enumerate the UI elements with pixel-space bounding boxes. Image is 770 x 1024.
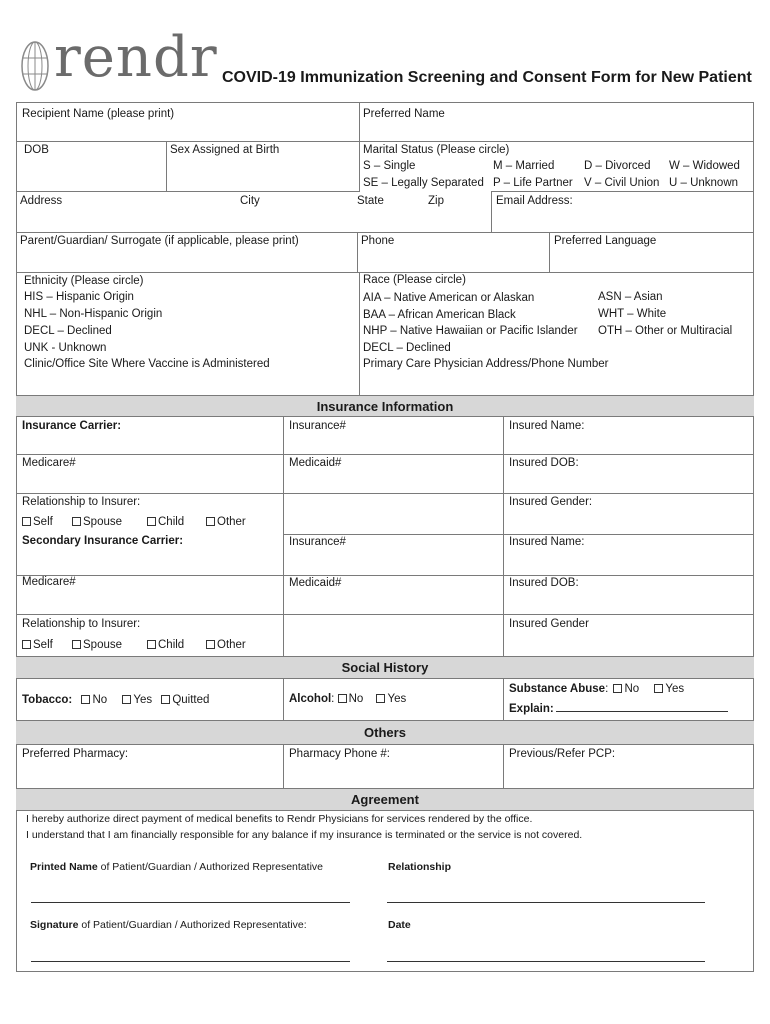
- insured-name-label[interactable]: Insured Name:: [509, 420, 585, 432]
- ethnicity-option[interactable]: HIS – Hispanic Origin: [24, 291, 134, 303]
- pharmacy-phone-label[interactable]: Pharmacy Phone #:: [289, 748, 391, 760]
- printed-name-label: Printed Name of Patient/Guardian / Authorized Representative: [30, 861, 323, 873]
- insured-dob-label[interactable]: Insured DOB:: [509, 457, 579, 469]
- checkbox-icon[interactable]: [206, 517, 215, 526]
- secondary-medicaid-label[interactable]: Medicaid#: [289, 577, 342, 589]
- city-label[interactable]: City: [240, 195, 260, 207]
- marital-option[interactable]: S – Single: [363, 160, 416, 172]
- marital-option[interactable]: W – Widowed: [669, 160, 740, 172]
- agreement-text-2: I understand that I am financially responsible for any balance if my insurance is terminated or the service is not covered.: [26, 829, 583, 841]
- secondary-insured-gender-label[interactable]: Insured Gender: [509, 618, 589, 630]
- checkbox-icon[interactable]: [22, 640, 31, 649]
- agreement-text-1: I hereby authorize direct payment of medical benefits to Rendr Physicians for services rendered by the office.: [26, 813, 533, 825]
- checkbox-icon[interactable]: [147, 517, 156, 526]
- email-label[interactable]: Email Address:: [496, 195, 573, 207]
- secondary-self-checkbox[interactable]: Self: [22, 638, 53, 652]
- sex-at-birth-label[interactable]: Sex Assigned at Birth: [170, 144, 280, 156]
- substance-no-checkbox[interactable]: No: [613, 683, 639, 695]
- race-option[interactable]: BAA – African American Black: [363, 309, 516, 321]
- race-option[interactable]: AIA – Native American or Alaskan: [363, 292, 535, 304]
- agreement-heading: Agreement: [16, 788, 754, 811]
- relationship-signature-label: Relationship: [388, 861, 452, 873]
- medicaid-label[interactable]: Medicaid#: [289, 457, 342, 469]
- tobacco-field: Tobacco: No Yes Quitted: [22, 694, 210, 706]
- preferred-name-label[interactable]: Preferred Name: [363, 108, 445, 120]
- checkbox-icon[interactable]: [147, 640, 156, 649]
- relationship-self-checkbox[interactable]: Self: [22, 515, 53, 529]
- secondary-insurance-number-label[interactable]: Insurance#: [289, 536, 346, 548]
- date-line[interactable]: [387, 961, 705, 962]
- secondary-medicare-label[interactable]: Medicare#: [22, 576, 76, 588]
- secondary-insured-name-label[interactable]: Insured Name:: [509, 536, 585, 548]
- substance-yes-checkbox[interactable]: Yes: [654, 683, 684, 695]
- relationship-child-checkbox[interactable]: Child: [147, 515, 184, 529]
- race-option[interactable]: OTH – Other or Multiracial: [598, 325, 733, 337]
- marital-option[interactable]: SE – Legally Separated: [363, 177, 484, 189]
- secondary-other-checkbox[interactable]: Other: [206, 638, 246, 652]
- alcohol-no-checkbox[interactable]: No: [338, 693, 364, 705]
- parent-guardian-label[interactable]: Parent/Guardian/ Surrogate (if applicable, please print): [20, 235, 299, 247]
- others-heading: Others: [16, 720, 754, 745]
- relationship-other-checkbox[interactable]: Other: [206, 515, 246, 529]
- race-option[interactable]: DECL – Declined: [363, 342, 451, 354]
- pcp-address-label[interactable]: Primary Care Physician Address/Phone Number: [363, 358, 609, 370]
- signature-line[interactable]: [31, 961, 350, 962]
- signature-label: Signature of Patient/Guardian / Authorized Representative:: [30, 919, 307, 931]
- medicare-label[interactable]: Medicare#: [22, 457, 76, 469]
- relationship-spouse-checkbox[interactable]: Spouse: [72, 515, 122, 529]
- logo-wordmark: rendr: [54, 25, 218, 90]
- race-option[interactable]: ASN – Asian: [598, 291, 663, 303]
- clinic-site-label[interactable]: Clinic/Office Site Where Vaccine is Administered: [24, 358, 270, 370]
- tobacco-yes-checkbox[interactable]: Yes: [122, 694, 152, 706]
- relationship-line[interactable]: [387, 902, 705, 903]
- insurance-carrier-label[interactable]: Insurance Carrier:: [22, 420, 122, 432]
- race-option[interactable]: WHT – White: [598, 308, 667, 320]
- ethnicity-option[interactable]: NHL – Non-Hispanic Origin: [24, 308, 163, 320]
- recipient-name-label[interactable]: Recipient Name (please print): [22, 108, 175, 120]
- secondary-carrier-label[interactable]: Secondary Insurance Carrier:: [22, 535, 184, 547]
- tobacco-quitted-checkbox[interactable]: Quitted: [161, 694, 209, 706]
- marital-option[interactable]: D – Divorced: [584, 160, 651, 172]
- zip-label[interactable]: Zip: [428, 195, 444, 207]
- race-title: Race (Please circle): [363, 274, 466, 286]
- secondary-insured-dob-label[interactable]: Insured DOB:: [509, 577, 579, 589]
- relationship-label: Relationship to Insurer:: [22, 496, 141, 508]
- ethnicity-option[interactable]: DECL – Declined: [24, 325, 112, 337]
- secondary-spouse-checkbox[interactable]: Spouse: [72, 638, 122, 652]
- insurance-heading: Insurance Information: [16, 395, 754, 417]
- ethnicity-option[interactable]: UNK - Unknown: [24, 342, 107, 354]
- race-option[interactable]: NHP – Native Hawaiian or Pacific Islander: [363, 325, 578, 337]
- alcohol-field: Alcohol: No Yes: [289, 693, 407, 705]
- marital-option[interactable]: P – Life Partner: [493, 177, 573, 189]
- date-label: Date: [388, 919, 411, 931]
- state-label[interactable]: State: [357, 195, 384, 207]
- address-label[interactable]: Address: [20, 195, 63, 207]
- insured-gender-label[interactable]: Insured Gender:: [509, 496, 593, 508]
- substance-abuse-field: Substance Abuse: No Yes: [509, 683, 685, 695]
- preferred-language-label[interactable]: Preferred Language: [554, 235, 657, 247]
- marital-option[interactable]: U – Unknown: [669, 177, 739, 189]
- logo-emblem-icon: [20, 40, 50, 92]
- alcohol-yes-checkbox[interactable]: Yes: [376, 693, 406, 705]
- dob-label[interactable]: DOB: [24, 144, 49, 156]
- phone-label[interactable]: Phone: [361, 235, 395, 247]
- checkbox-icon[interactable]: [72, 640, 81, 649]
- preferred-pharmacy-label[interactable]: Preferred Pharmacy:: [22, 748, 129, 760]
- checkbox-icon[interactable]: [22, 517, 31, 526]
- rendr-logo: [20, 25, 218, 94]
- page-title: COVID-19 Immunization Screening and Consent Form for New Patient: [222, 69, 752, 86]
- tobacco-no-checkbox[interactable]: No: [81, 694, 107, 706]
- secondary-relationship-label: Relationship to Insurer:: [22, 618, 141, 630]
- marital-option[interactable]: M – Married: [493, 160, 555, 172]
- marital-option[interactable]: V – Civil Union: [584, 177, 660, 189]
- secondary-child-checkbox[interactable]: Child: [147, 638, 184, 652]
- checkbox-icon[interactable]: [72, 517, 81, 526]
- explain-field[interactable]: Explain:: [509, 701, 728, 716]
- social-history-heading: Social History: [16, 656, 754, 679]
- checkbox-icon[interactable]: [206, 640, 215, 649]
- previous-pcp-label[interactable]: Previous/Refer PCP:: [509, 748, 616, 760]
- ethnicity-title: Ethnicity (Please circle): [24, 275, 144, 287]
- printed-name-line[interactable]: [31, 902, 350, 903]
- insurance-number-label[interactable]: Insurance#: [289, 420, 346, 432]
- marital-status-title: Marital Status (Please circle): [363, 144, 510, 156]
